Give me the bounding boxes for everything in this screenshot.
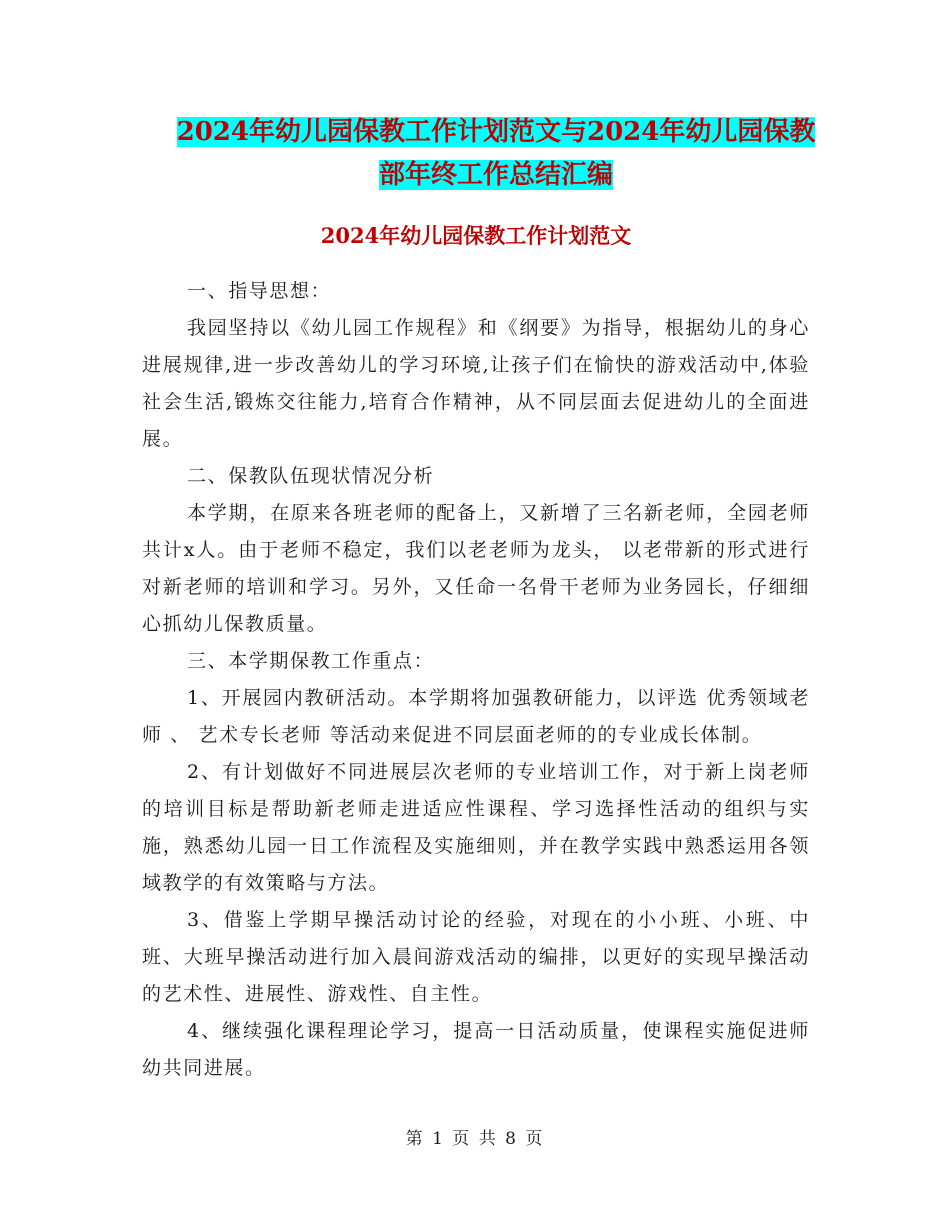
paragraph-focus-1: 1、开展园内教研活动。本学期将加强教研能力，以评选 优秀领域老师 、 艺术专长老师 等活动来促进不同层面老师的的专业成长体制。 — [142, 687, 810, 746]
section-subtitle: 2024年幼儿园保教工作计划范文 — [320, 223, 632, 248]
paragraph-focus-3: 3、借鉴上学期早操活动讨论的经验，对现在的小小班、小班、中班、大班早操活动进行加入晨间游戏活动的编排，以更好的实现早操活动的艺术性、进展性、游戏性、自主性。 — [142, 909, 810, 1005]
title-highlight: 2024年幼儿园保教工作计划范文与2024年幼儿园保教 — [176, 117, 816, 147]
heading-guiding-thought: 一、指导思想： — [187, 280, 332, 302]
paragraph-focus-4: 4、继续强化课程理论学习，提高一日活动质量，使课程实施促进师幼共同进展。 — [142, 1020, 810, 1079]
paragraph-guiding-thought: 我园坚持以《幼儿园工作规程》和《纲要》为指导，根据幼儿的身心进展规律,进一步改善幼儿的学习环境,让孩子们在愉快的游戏活动中,体验社会生活,锻炼交往能力,培育合作精神，从不同层面去促进幼儿的全面进展。 — [142, 317, 810, 450]
document-body — [142, 273, 810, 1087]
paragraph-focus-2: 2、有计划做好不同进展层次老师的专业培训工作，对于新上岗老师的培训目标是帮助新老师走进适应性课程、学习选择性活动的组织与实施，熟悉幼儿园一日工作流程及实施细则，并在教学实践中熟悉运用各领域教学的有效策略与方法。 — [142, 761, 810, 894]
heading-staff-analysis: 二、保教队伍现状情况分析 — [187, 465, 435, 487]
paragraph-staff-analysis: 本学期，在原来各班老师的配备上，又新增了三名新老师，全园老师共计x人。由于老师不稳定，我们以老老师为龙头， 以老带新的形式进行对新老师的培训和学习。另外，又任命一名骨干老师为业务园长，仔细细心抓幼儿保教质量。 — [142, 502, 810, 635]
title-highlight: 部年终工作总结汇编 — [378, 160, 613, 190]
document-title-line-1 — [140, 108, 852, 156]
document-title-line-2 — [140, 151, 852, 199]
page-number-footer: 第 1 页 共 8 页 — [405, 1129, 545, 1149]
heading-work-focus: 三、本学期保教工作重点： — [187, 650, 435, 672]
